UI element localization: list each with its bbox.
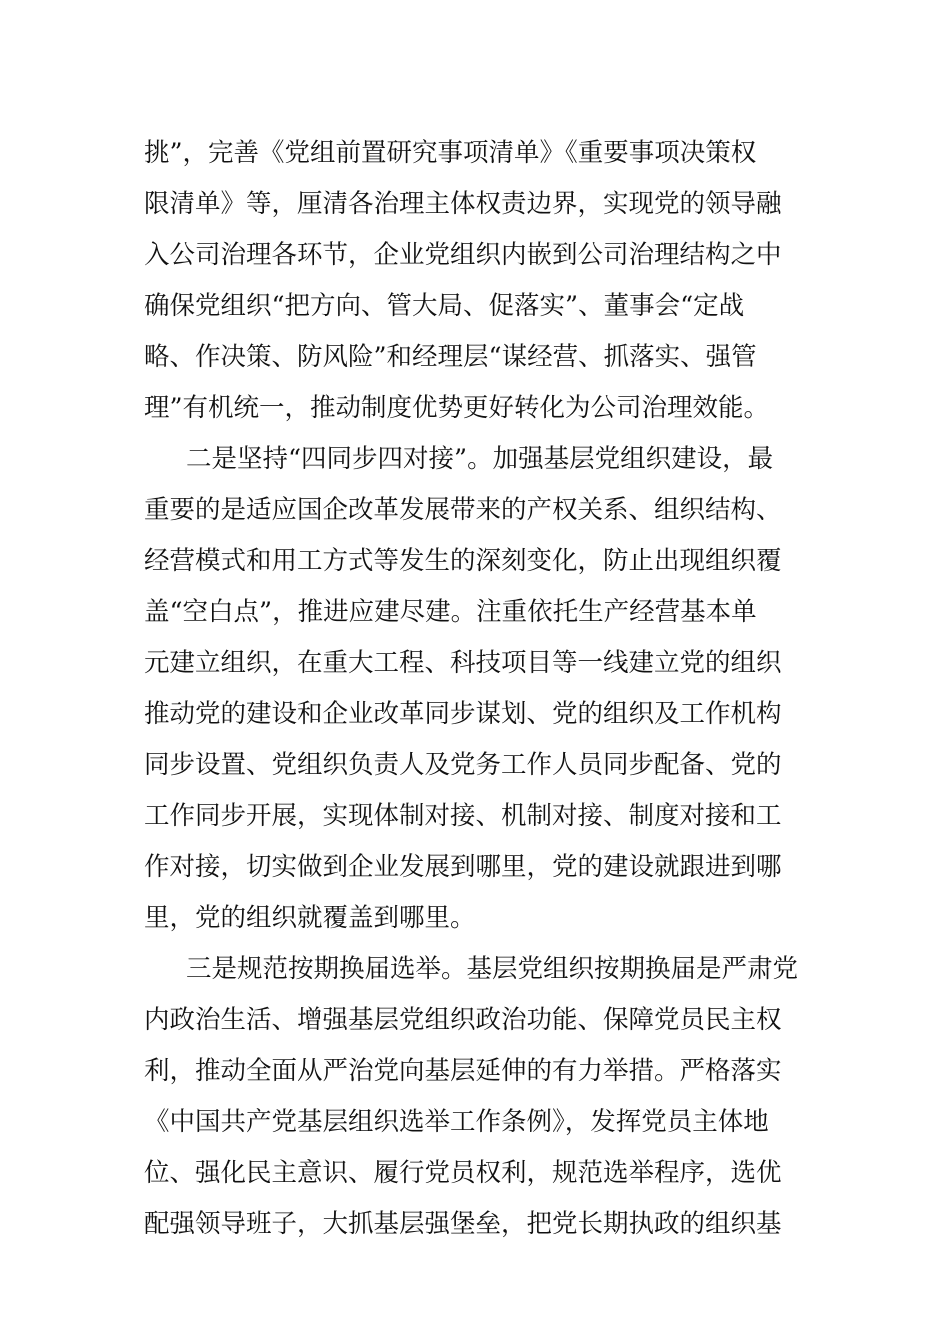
text-line: 挑”，完善《党组前置研究事项清单》《重要事项决策权: [144, 138, 757, 168]
text-line: 作对接，切实做到企业发展到哪里，党的建设就跟进到哪: [144, 852, 782, 882]
text-line: 理”有机统一，推动制度优势更好转化为公司治理效能。: [144, 393, 770, 423]
text-line: 推动党的建设和企业改革同步谋划、党的组织及工作机构: [144, 699, 782, 729]
text-line: 确保党组织“把方向、管大局、促落实”、董事会“定战: [144, 291, 745, 321]
text-line: 元建立组织，在重大工程、科技项目等一线建立党的组织: [144, 648, 782, 678]
text-line: 内政治生活、增强基层党组织政治功能、保障党员民主权: [144, 1005, 782, 1035]
paragraph-first-line: 二是坚持“四同步四对接”。加强基层党组织建设，最: [186, 444, 774, 474]
text-line: 工作同步开展，实现体制对接、机制对接、制度对接和工: [144, 801, 782, 831]
text-line: 经营模式和用工方式等发生的深刻变化，防止出现组织覆: [144, 546, 782, 576]
text-line: 《中国共产党基层组织选举工作条例》，发挥党员主体地: [144, 1107, 769, 1137]
text-line: 配强领导班子，大抓基层强堡垒，把党长期执政的组织基: [144, 1209, 782, 1239]
text-line: 同步设置、党组织负责人及党务工作人员同步配备、党的: [144, 750, 782, 780]
text-line: 入公司治理各环节，企业党组织内嵌到公司治理结构之中: [144, 240, 782, 270]
text-line: 重要的是适应国企改革发展带来的产权关系、组织结构、: [144, 495, 782, 525]
text-line: 利，推动全面从严治党向基层延伸的有力举措。严格落实: [144, 1056, 782, 1086]
text-line: 限清单》等，厘清各治理主体权责边界，实现党的领导融: [144, 189, 782, 219]
paragraph-first-line: 三是规范按期换届选举。基层党组织按期换届是严肃党: [186, 954, 799, 984]
text-line: 盖“空白点”，推进应建尽建。注重依托生产经营基本单: [144, 597, 757, 627]
text-line: 略、作决策、防风险”和经理层“谋经营、抓落实、强管: [144, 342, 757, 372]
text-line: 位、强化民主意识、履行党员权利，规范选举程序，选优: [144, 1158, 782, 1188]
text-line: 里，党的组织就覆盖到哪里。: [144, 903, 476, 933]
